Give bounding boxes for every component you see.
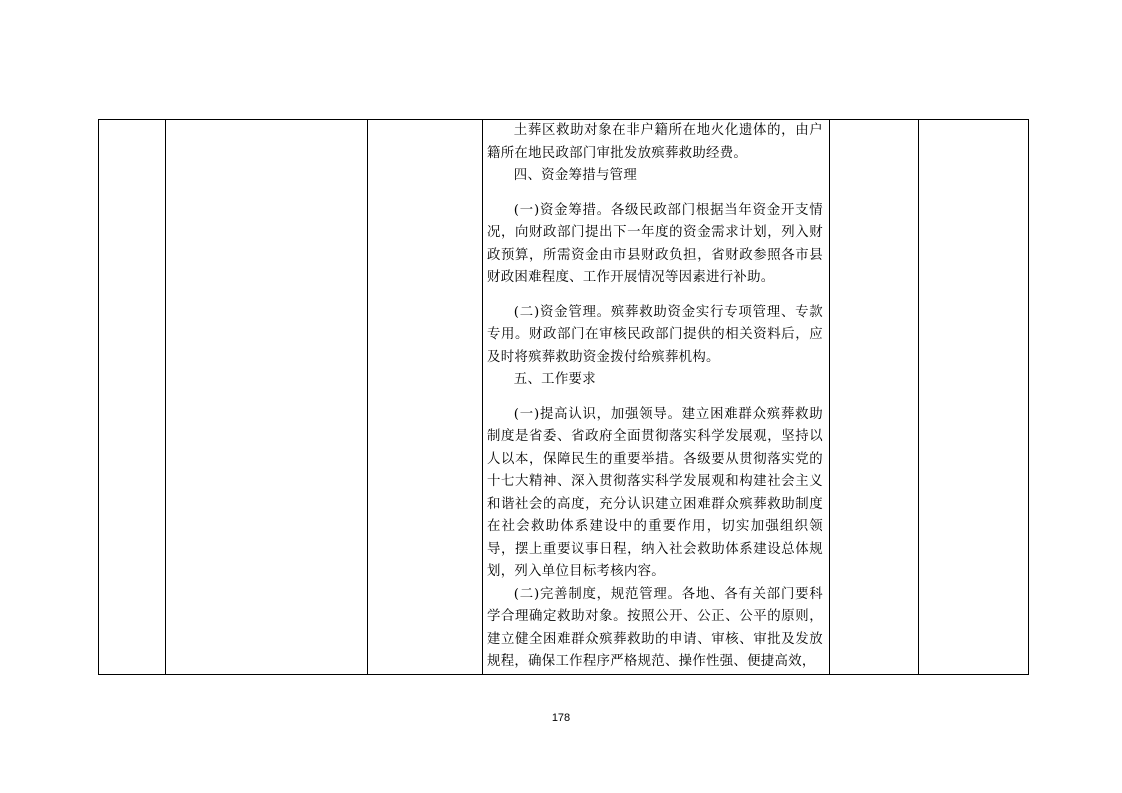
spacer bbox=[487, 188, 823, 200]
spacer bbox=[487, 392, 823, 404]
paragraph: (一)资金筹措。各级民政部门根据当年资金开支情况，向财政部门提出下一年度的资金需求计划，列入财政预算，所需资金由市县财政负担，省财政参照各市县财政困难程度、工作开展情况等因素进行补助。 bbox=[487, 202, 823, 285]
table-cell-2 bbox=[166, 120, 368, 675]
table-cell-6 bbox=[919, 120, 1029, 675]
section-heading: 四、资金筹措与管理 bbox=[513, 168, 638, 183]
section-heading: 五、工作要求 bbox=[513, 372, 596, 387]
paragraph: (二)完善制度，规范管理。各地、各有关部门要科学合理确定救助对象。按照公开、公正、公平的原则，建立健全困难群众殡葬救助的申请、审核、审批及发放规程，确保工作程序严格规范、操作性强、便捷高效， bbox=[487, 586, 823, 669]
table-cell-3 bbox=[368, 120, 483, 675]
table-row bbox=[99, 120, 1029, 675]
spacer bbox=[487, 290, 823, 302]
paragraph: (二)资金管理。殡葬救助资金实行专项管理、专款专用。财政部门在审核民政部门提供的相关资料后，应及时将殡葬救助资金拨付给殡葬机构。 bbox=[487, 304, 823, 365]
policy-text bbox=[483, 120, 829, 674]
document-table bbox=[98, 119, 1029, 675]
content-cell bbox=[483, 120, 830, 675]
table-cell-1 bbox=[99, 120, 166, 675]
page-number: 178 bbox=[551, 712, 571, 724]
paragraph: 土葬区救助对象在非户籍所在地火化遗体的，由户籍所在地民政部门审批发放殡葬救助经费。 bbox=[487, 123, 823, 161]
table-cell-5 bbox=[830, 120, 919, 675]
paragraph: (一)提高认识，加强领导。建立困难群众殡葬救助制度是省委、省政府全面贯彻落实科学发展观，坚持以人以本，保障民生的重要举措。各级要从贯彻落实党的十七大精神、深入贯彻落实科学发展观和构建社会主义和谐社会的高度，充分认识建立困难群众殡葬救助制度在社会救助体系建设中的重要作用，切实加强组织领导，摆上重要议事日程，纳入社会救助体系建设总体规划，列入单位目标考核内容。 bbox=[487, 406, 823, 579]
